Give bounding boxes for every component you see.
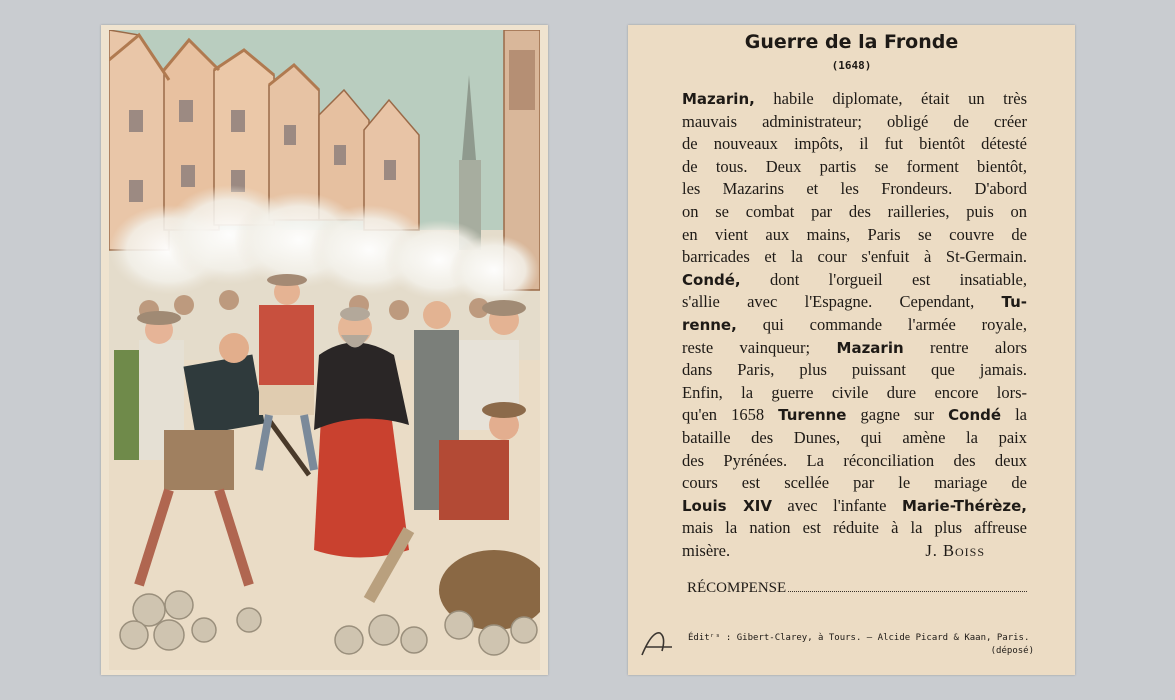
text-segment: qui commande l'armée royale, xyxy=(736,314,1027,334)
text-segment: qu'en 1658 xyxy=(682,405,779,425)
card-back-text xyxy=(628,25,1075,675)
text-segment: bataille des Dunes, qui amène la paix xyxy=(682,427,1027,447)
bold-name: Mazarin, xyxy=(682,90,755,108)
text-segment: rentre alors xyxy=(903,337,1027,357)
text-segment: avec l'infante xyxy=(771,495,902,515)
card-title: Guerre de la Fronde xyxy=(744,31,959,53)
bold-name: renne, xyxy=(682,315,737,334)
body-text-line xyxy=(682,495,1027,518)
text-segment: barricades et la cour s'enfuit à St-Germain. xyxy=(682,247,1027,267)
fronde-scene-illustration xyxy=(109,30,540,670)
body-text-line xyxy=(682,178,1027,201)
text-segment: habile diplomate, était un très xyxy=(754,89,1027,108)
body-text-line xyxy=(682,111,1027,134)
body-text-line xyxy=(682,404,1027,427)
card-front-illustration xyxy=(101,25,548,675)
text-segment: s'allie avec l'Espagne. Cependant, xyxy=(682,292,1002,312)
bold-name: Louis XIV xyxy=(682,496,772,515)
text-segment: les Mazarins et les Frondeurs. D'abord xyxy=(682,179,1027,199)
body-text-line xyxy=(682,269,1027,292)
handwritten-mark xyxy=(638,625,678,661)
reward-label: RÉCOMPENSE xyxy=(687,580,787,596)
body-text-line xyxy=(682,314,1027,337)
text-segment: de tous. Deux partis se forment bientôt, xyxy=(682,156,1027,176)
bold-name: Condé xyxy=(948,406,1002,425)
reward-dotted-line xyxy=(788,577,1027,592)
body-text-line xyxy=(682,382,1027,405)
body-text-line xyxy=(682,201,1027,224)
text-segment: des Pyrénées. La réconciliation des deux xyxy=(682,450,1027,470)
text-segment: misère. xyxy=(682,540,731,560)
text-segment: de nouveaux impôts, il fut bientôt détesté xyxy=(682,134,1027,154)
body-text-line xyxy=(682,450,1027,473)
text-segment: mauvais administrateur; obligé de créer xyxy=(682,111,1027,131)
text-segment: on se combat par des railleries, puis on xyxy=(682,201,1027,221)
body-text-line xyxy=(682,517,1027,540)
card-body-text xyxy=(682,88,1027,562)
editor-credit-line: Éditʳˢ : Gibert-Clarey, à Tours. — Alcide Picard & Kaan, Paris. xyxy=(688,633,1030,643)
bold-name: Marie-Thérèze, xyxy=(901,496,1027,515)
text-segment: cours est scellée par le mariage de xyxy=(682,473,1027,493)
body-text-line xyxy=(682,337,1027,360)
text-segment: Enfin, la guerre civile dure encore lors- xyxy=(682,382,1027,402)
editor-credit-deposited: (déposé) xyxy=(990,646,1034,656)
author-signature: J. Boiss xyxy=(925,540,985,560)
body-text-line xyxy=(682,88,1027,111)
bold-name: Tu- xyxy=(1001,293,1027,312)
reward-line xyxy=(687,577,1027,597)
text-segment: mais la nation est réduite à la plus affreuse xyxy=(682,518,1027,538)
text-segment: en vient aux mains, Paris se couvre de xyxy=(682,224,1027,244)
text-segment: dont l'orgueil est insatiable, xyxy=(740,269,1027,289)
editor-credit xyxy=(688,632,1034,658)
bold-name: Turenne xyxy=(778,406,847,425)
text-segment: reste vainqueur; xyxy=(682,337,837,357)
body-text-line xyxy=(682,156,1027,179)
body-text-line xyxy=(682,246,1027,269)
body-text-line xyxy=(682,133,1027,156)
body-text-line xyxy=(682,540,1027,563)
body-text-line xyxy=(682,291,1027,314)
text-segment: dans Paris, plus puissant que jamais. xyxy=(682,360,1027,380)
body-text-line xyxy=(682,472,1027,495)
bold-name: Condé, xyxy=(682,270,741,289)
card-year: (1648) xyxy=(831,59,872,72)
body-text-line xyxy=(682,359,1027,382)
bold-name: Mazarin xyxy=(836,338,904,357)
text-segment: gagne sur xyxy=(846,405,949,425)
body-text-line xyxy=(682,427,1027,450)
body-text-line xyxy=(682,224,1027,247)
text-segment: la xyxy=(1001,405,1027,425)
